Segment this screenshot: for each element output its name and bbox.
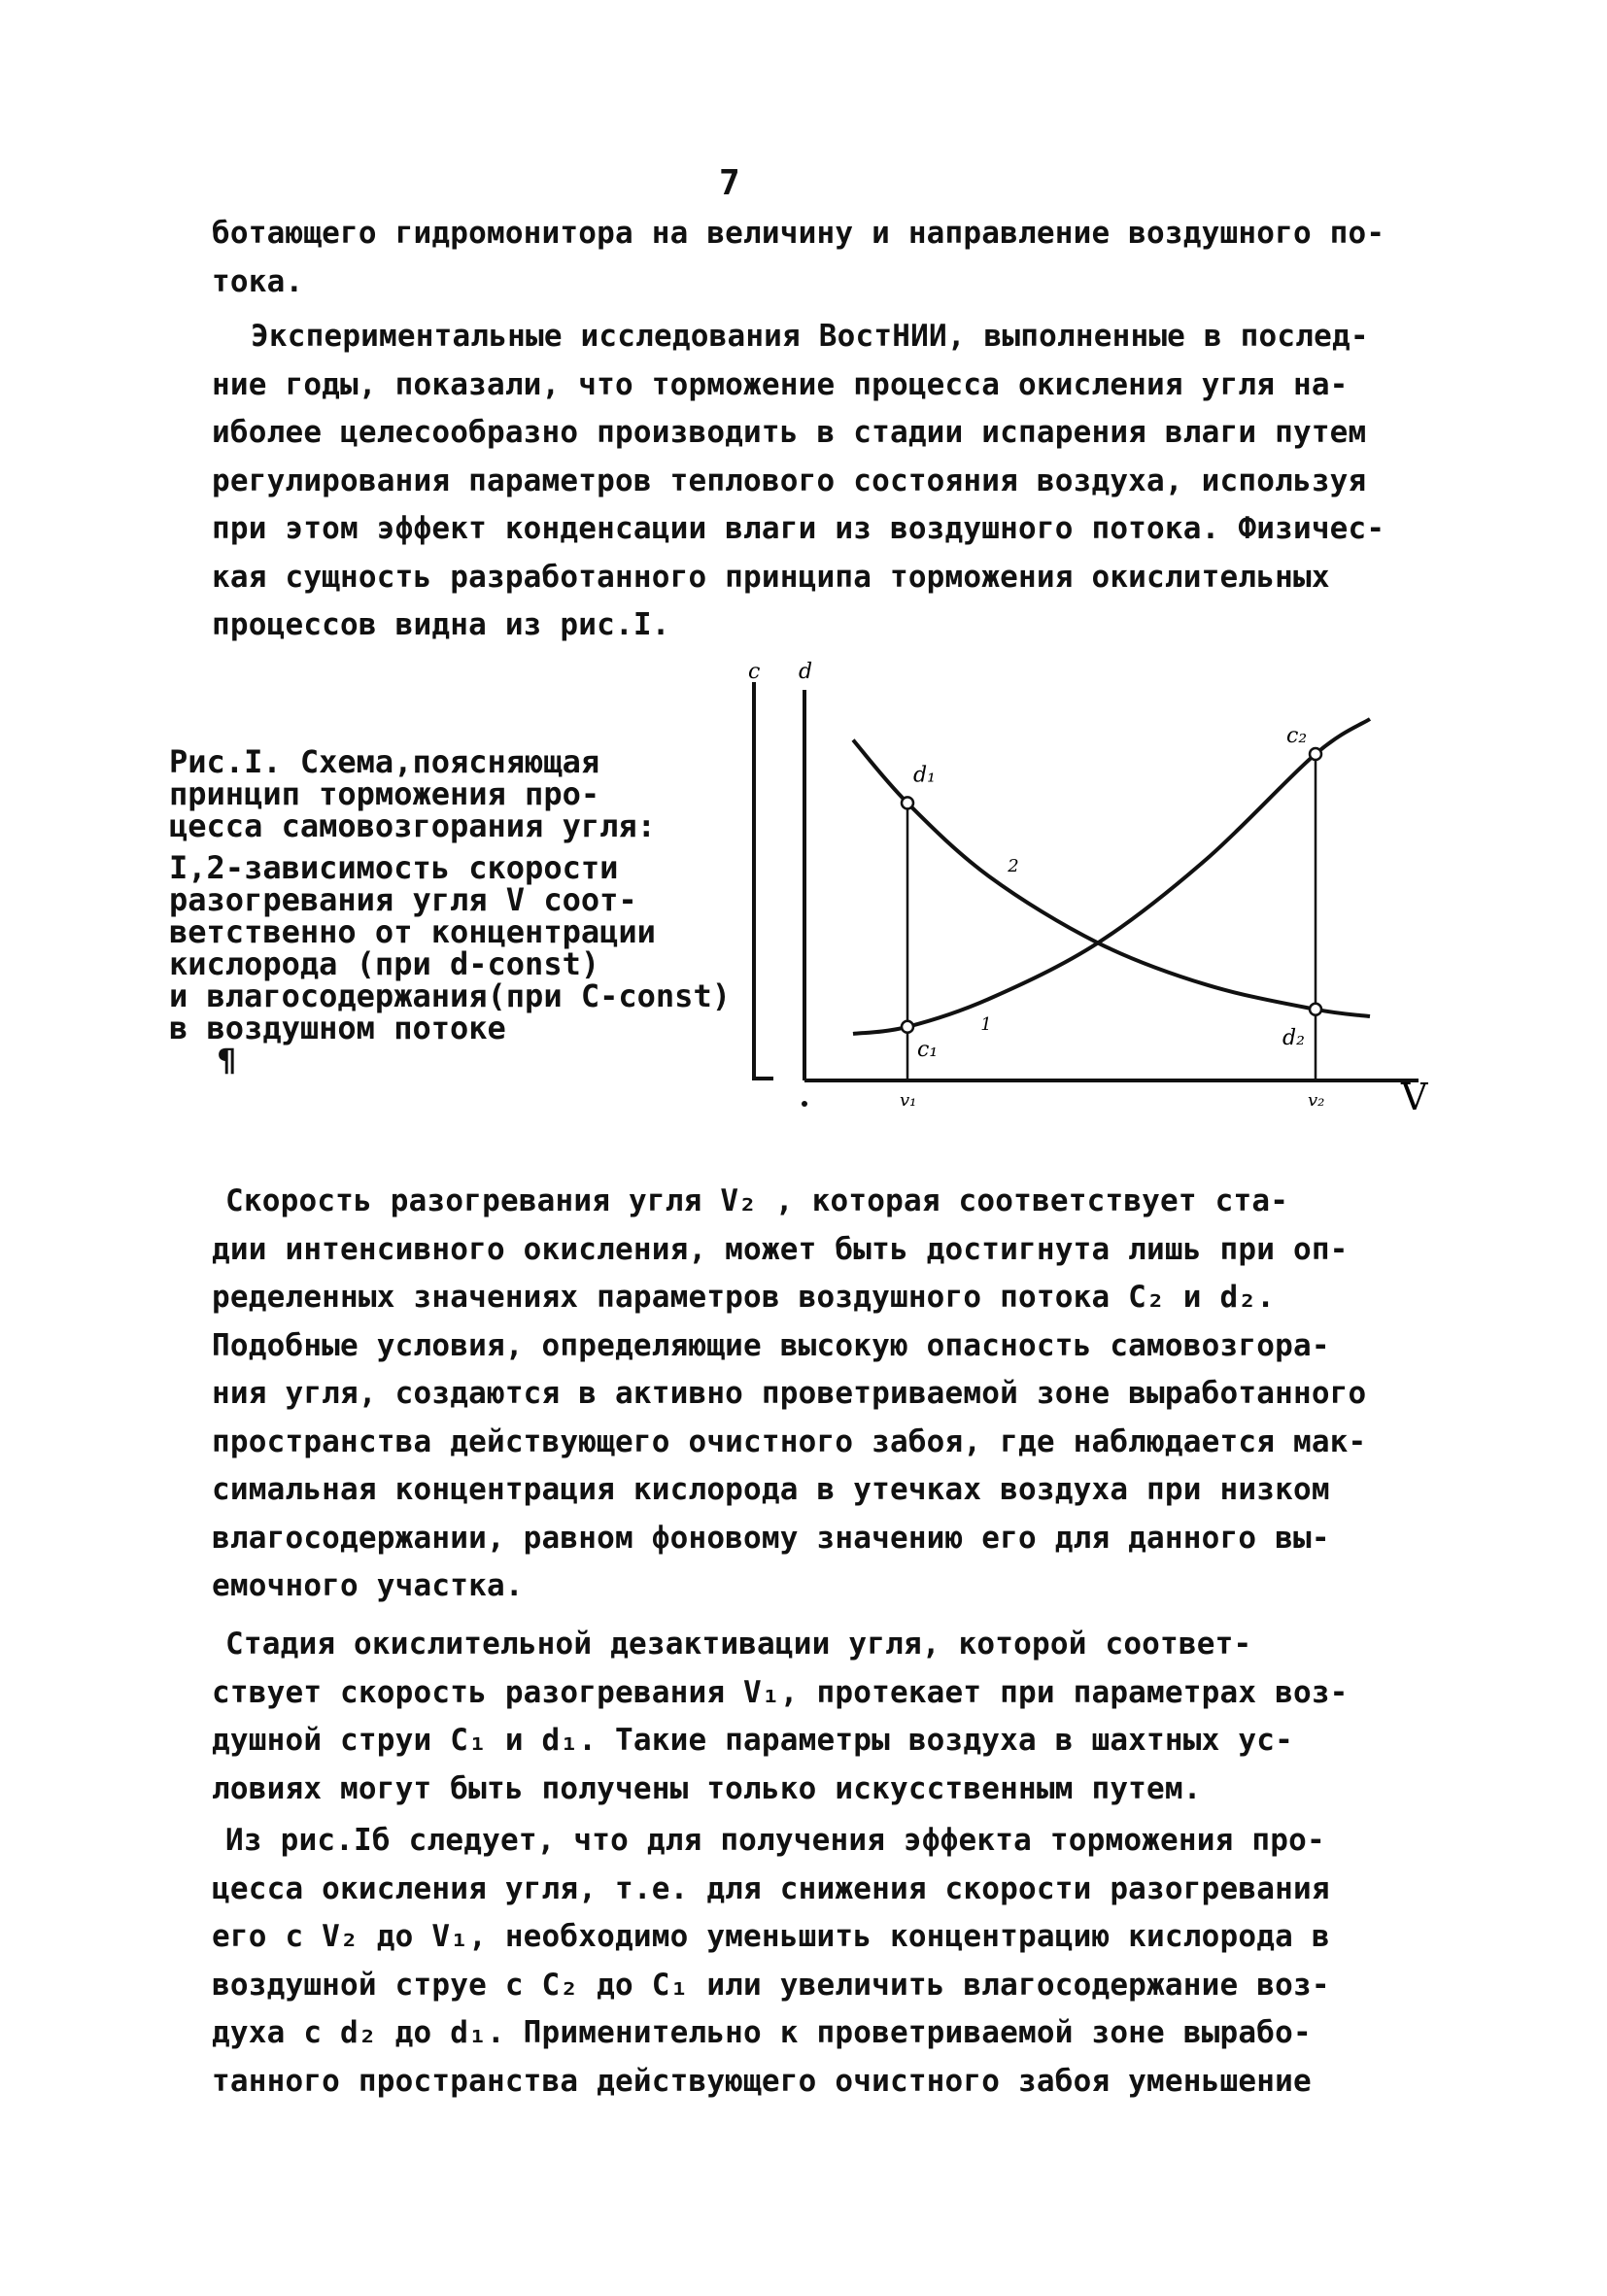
text-line: влагосодержании, равном фоновому значению его для данного вы-: [212, 1520, 1330, 1556]
text-line: цесса окисления угля, т.е. для снижения скорости разогревания: [212, 1870, 1330, 1906]
text-line: Из рис.Iб следует, что для получения эффекта торможения про-: [225, 1823, 1325, 1858]
point-marker: [1310, 748, 1321, 760]
point-label: c₁: [917, 1037, 939, 1062]
paragraph-4: [212, 1817, 1438, 2106]
x-tick-label: v₂: [1308, 1090, 1325, 1111]
page-number: 7: [719, 163, 740, 203]
text-line: ботающего гидромонитора на величину и направление воздушного по-: [212, 216, 1385, 251]
caption-mark: ¶: [218, 1042, 237, 1079]
x-tick-origin-dot: [802, 1101, 807, 1107]
top-paragraph: [212, 210, 1438, 306]
x-tick-label: v₁: [900, 1090, 917, 1111]
y-label-c: c: [748, 661, 761, 684]
text-line: танного пространства действующего очистного забоя уменьшение: [212, 2063, 1312, 2099]
text-line: тока.: [212, 263, 304, 299]
text-line: ствует скорость разогревания V₁, протекает при параметрах воз-: [212, 1674, 1349, 1710]
caption-title-line: Рис.I. Схема,поясняющая: [169, 743, 600, 780]
paragraph-2: [212, 1178, 1438, 1611]
text-line: дии интенсивного окисления, может быть достигнута лишь при оп-: [212, 1231, 1349, 1267]
text-line: душной струи C₁ и d₁. Такие параметры воздуха в шахтных ус-: [212, 1723, 1293, 1758]
text-line: емочного участка.: [212, 1568, 524, 1603]
chart-svg: [748, 661, 1448, 1127]
text-line: при этом эффект конденсации влаги из воздушного потока. Физичес-: [212, 511, 1385, 546]
paragraph-1: [212, 313, 1438, 650]
curve-label: 1: [980, 1013, 992, 1035]
y-label-d: d: [799, 661, 813, 684]
caption-desc-line: разогревания угля V соот-: [169, 881, 637, 918]
point-marker: [1310, 1004, 1321, 1015]
text-line: его с V₂ до V₁, необходимо уменьшить концентрацию кислорода в: [212, 1919, 1330, 1954]
caption-title-line: цесса самовозгорания угля:: [169, 807, 656, 844]
caption-desc-line: в воздушном потоке: [169, 1010, 506, 1046]
text-line: регулирования параметров теплового состояния воздуха, используя: [212, 463, 1367, 498]
text-line: духа с d₂ до d₁. Применительно к проветриваемой зоне вырабо-: [212, 2015, 1312, 2050]
point-label: d₁: [913, 763, 936, 788]
text-line: пространства действующего очистного забоя, где наблюдается мак-: [212, 1423, 1367, 1459]
caption-title-line: принцип торможения про-: [169, 775, 600, 812]
text-line: кая сущность разработанного принципа торможения окислительных: [212, 559, 1330, 595]
text-line: Стадия окислительной дезактивации угля, которой соответ-: [225, 1627, 1252, 1662]
paragraph-3: [212, 1621, 1438, 1813]
text-line: иболее целесообразно производить в стадии испарения влаги путем: [212, 415, 1367, 450]
caption-desc-line: кислорода (при d-const): [169, 945, 600, 982]
text-line: симальная концентрация кислорода в утечках воздуха при низком: [212, 1472, 1330, 1507]
text-line: ределенных значениях параметров воздушного потока C₂ и d₂.: [212, 1280, 1276, 1315]
caption-desc-line: I,2-зависимость скорости: [169, 849, 619, 886]
curve-label: 2: [1008, 855, 1019, 876]
point-label: d₂: [1282, 1025, 1305, 1050]
point-marker: [902, 1021, 913, 1033]
text-line: процессов видна из рис.I.: [212, 607, 670, 642]
point-label: c₂: [1286, 724, 1308, 748]
text-line: Скорость разогревания угля V₂ , которая соответствует ста-: [225, 1183, 1289, 1218]
point-marker: [902, 797, 913, 808]
text-line: воздушной струе с C₂ до C₁ или увеличить влагосодержание воз-: [212, 1967, 1330, 2003]
text-line: Подобные условия, определяющие высокую опасность самовозгора-: [212, 1327, 1330, 1363]
caption-desc-line: и влагосодержания(при C-const): [169, 977, 731, 1014]
text-line: ния угля, создаются в активно проветриваемой зоне выработанного: [212, 1376, 1367, 1411]
caption-desc-line: ветственно от концентрации: [169, 913, 656, 950]
text-line: ние годы, показали, что торможение процесса окисления угля на-: [212, 366, 1349, 402]
text-line: ловиях могут быть получены только искусственным путем.: [212, 1770, 1202, 1806]
figure-caption: [169, 743, 762, 1079]
c-axis-line: [754, 682, 773, 1079]
x-axis-label: V: [1401, 1076, 1428, 1118]
text-line: Экспериментальные исследования ВостНИИ, выполненные в послед-: [251, 319, 1369, 354]
figure-chart: [748, 661, 1448, 1131]
